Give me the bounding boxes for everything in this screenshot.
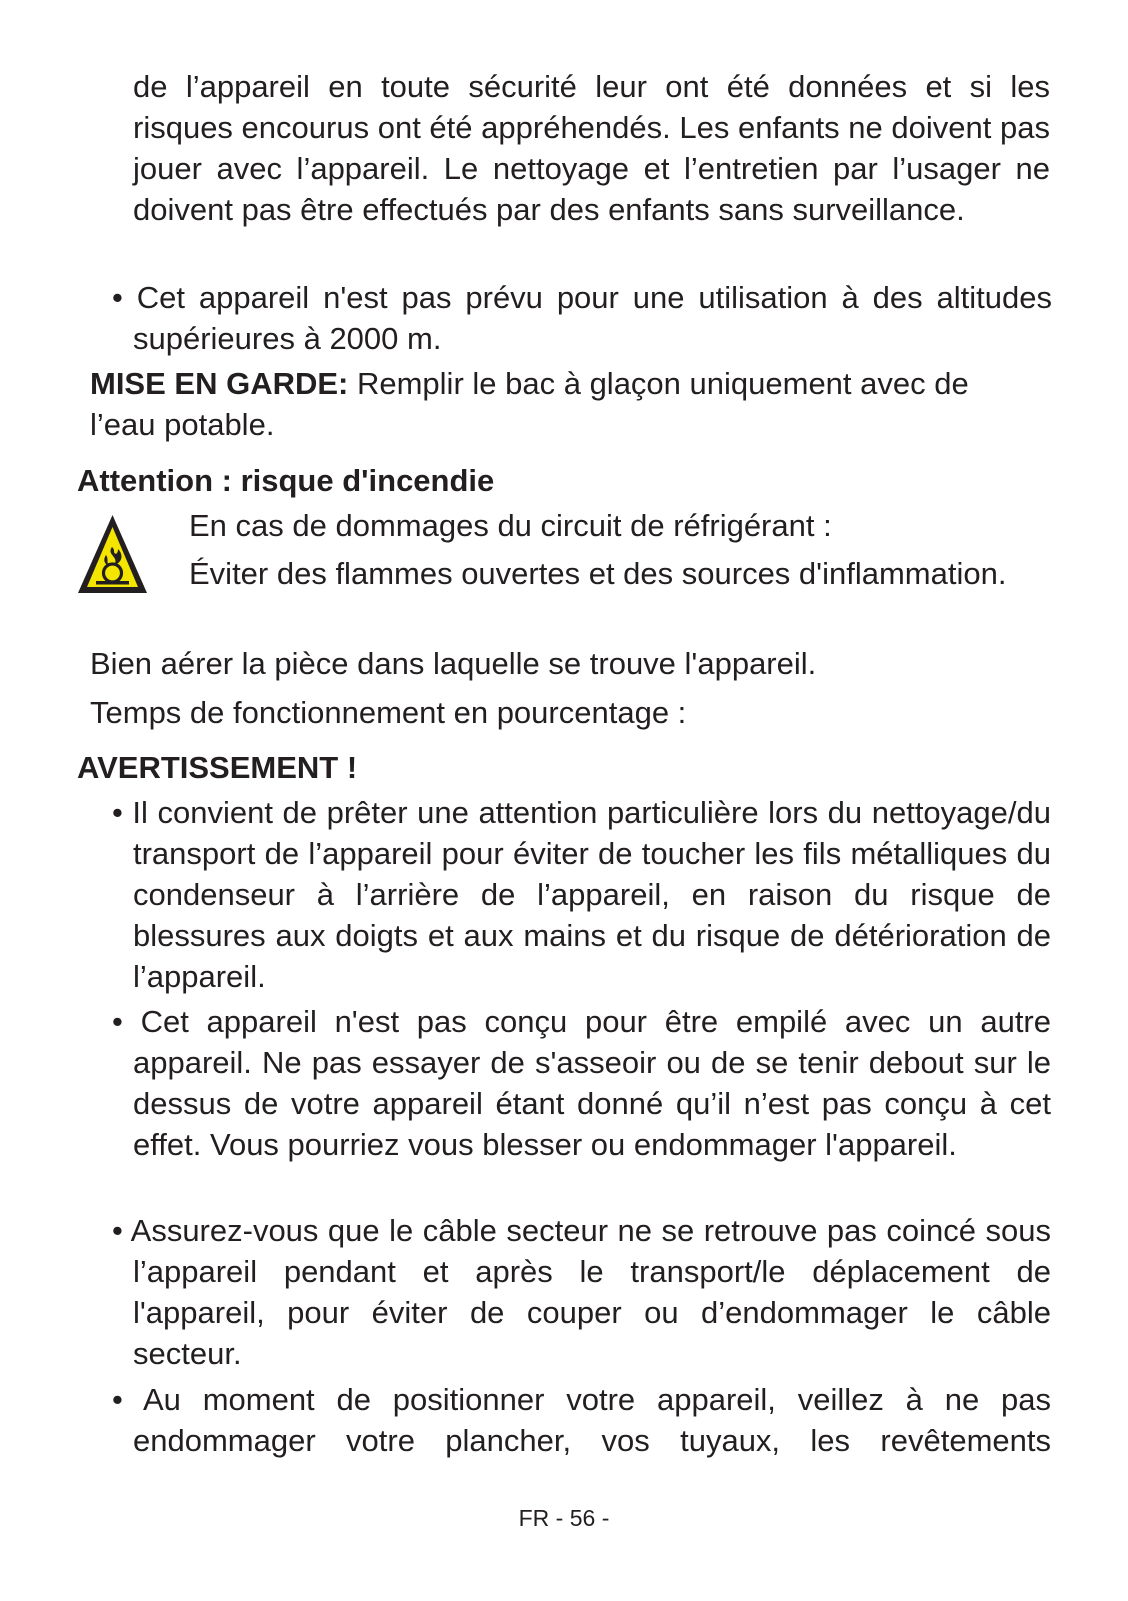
intro-paragraph: de l’appareil en toute sécurité leur ont été données et si les risques encourus ont été appréhendés. Les enfants ne doivent pas jouer avec l’appareil. Le nettoyage et l’entretien par l’usager ne doivent pas être effectués par des enfants sans surveillance. bbox=[133, 69, 1050, 227]
bullet-stacking: • Cet appareil n'est pas conçu pour être empilé avec un autre appareil. Ne pas essayer de s'asseoir ou de se tenir debout sur le dessus de votre appareil étant donné qu’il n’est pas conçu à cet effet. Vous pourriez vous blesser ou endommager l'appareil. bbox=[112, 1004, 1051, 1162]
ventilation-text: Bien aérer la pièce dans laquelle se trouve l'appareil. bbox=[90, 646, 817, 681]
fire-risk-heading: Attention : risque d'incendie bbox=[77, 463, 495, 498]
bullet-altitude bbox=[112, 277, 1052, 359]
mise-en-garde-label: MISE EN GARDE: bbox=[90, 366, 349, 401]
bullet-altitude-text: • Cet appareil n'est pas prévu pour une utilisation à des altitudes supérieures à 2000 m. bbox=[112, 280, 1052, 356]
bullet-positioning: • Au moment de positionner votre appareil, veillez à ne pas endommager votre plancher, vos tuyaux, les revêtements bbox=[112, 1382, 1051, 1458]
avertissement-heading: AVERTISSEMENT ! bbox=[77, 750, 358, 785]
bullet-condenser: • Il convient de prêter une attention particulière lors du nettoyage/du transport de l’appareil pour éviter de toucher les fils métalliques du condenseur à l’arrière de l’appareil, en raison du risque de blessures aux doigts et aux mains et du risque de détérioration de l’appareil. bbox=[112, 795, 1051, 994]
mise-en-garde-text: Remplir le bac à glaçon uniquement avec de l’eau potable. bbox=[90, 366, 969, 442]
fire-warning-icon bbox=[76, 511, 149, 597]
page-footer: FR - 56 - bbox=[518, 1505, 610, 1531]
mise-en-garde-paragraph bbox=[90, 363, 1030, 445]
fire-line-2: Éviter des flammes ouvertes et des sources d'inflammation. bbox=[189, 556, 1007, 591]
fire-line-1: En cas de dommages du circuit de réfrigérant : bbox=[189, 508, 832, 543]
bullet-cable: • Assurez-vous que le câble secteur ne se retrouve pas coincé sous l’appareil pendant et après le transport/le déplacement de l'appareil, pour éviter de couper ou d’endommager le câble secteur. bbox=[112, 1213, 1051, 1371]
runtime-text: Temps de fonctionnement en pourcentage : bbox=[90, 695, 687, 730]
